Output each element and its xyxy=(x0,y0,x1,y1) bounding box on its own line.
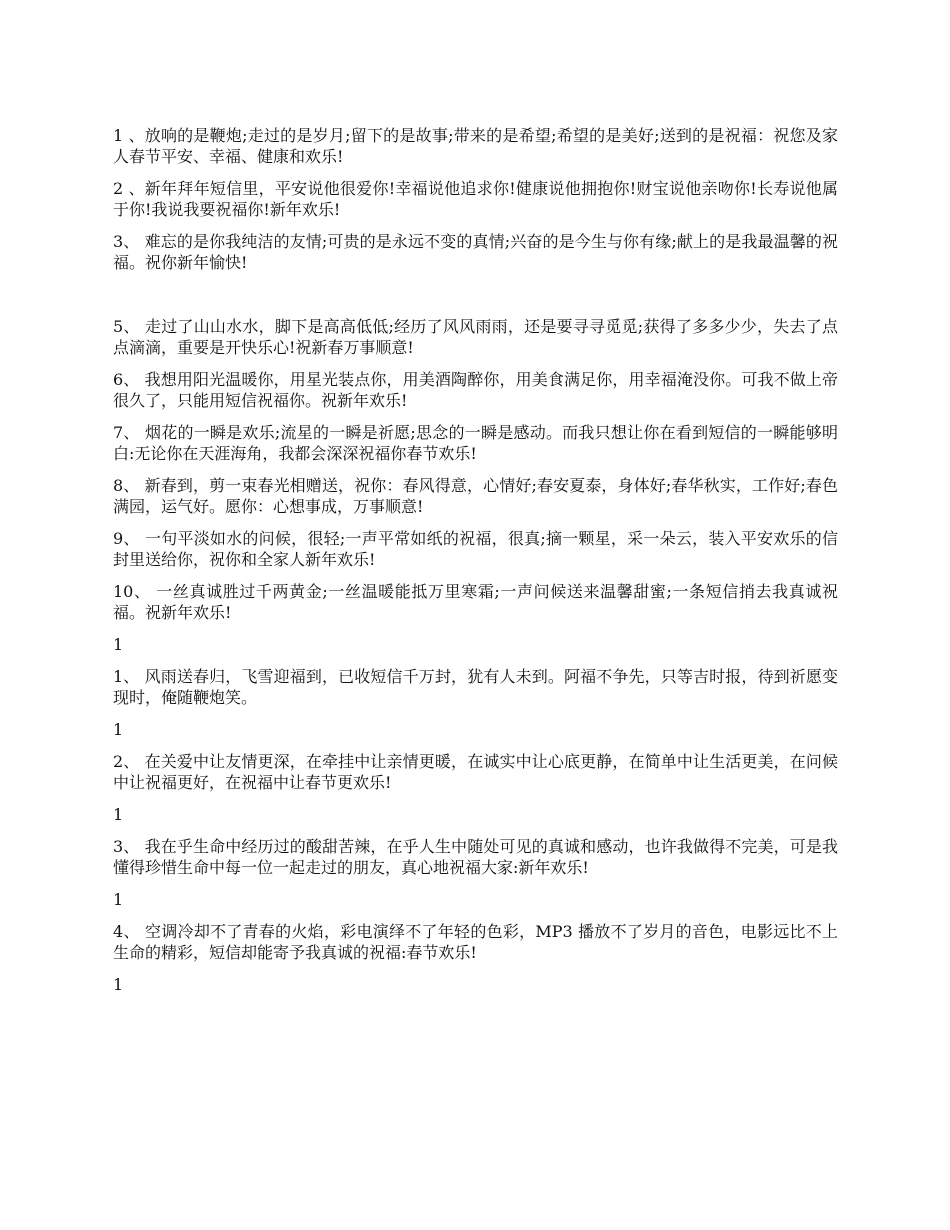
paragraph: 4、 空调冷却不了青春的火焰，彩电演绎不了年轻的色彩，MP3 播放不了岁月的音色，电影远比不上生命的精彩，短信却能寄予我真诚的祝福:春节欢乐! xyxy=(113,922,838,962)
number-line: 1 xyxy=(113,635,124,654)
number-line: 1 xyxy=(113,805,124,824)
paragraph: 7、 烟花的一瞬是欢乐;流星的一瞬是祈愿;思念的一瞬是感动。而我只想让你在看到短信的一瞬能够明白:无论你在天涯海角，我都会深深祝福你春节欢乐! xyxy=(113,423,838,463)
paragraph: 8、 新春到，剪一束春光相赠送，祝你：春风得意，心情好;春安夏泰，身体好;春华秋实，工作好;春色满园，运气好。愿你：心想事成，万事顺意! xyxy=(113,476,838,516)
paragraph: 3、 难忘的是你我纯洁的友情;可贵的是永远不变的真情;兴奋的是今生与你有缘;献上的是我最温馨的祝福。祝你新年愉快! xyxy=(113,232,838,272)
paragraph: 2 、新年拜年短信里，平安说他很爱你!幸福说他追求你!健康说他拥抱你!财宝说他亲吻你!长寿说他属于你!我说我要祝福你!新年欢乐! xyxy=(113,179,838,219)
number-line: 1 xyxy=(113,890,124,909)
paragraph: 6、 我想用阳光温暖你，用星光装点你，用美酒陶醉你，用美食满足你，用幸福淹没你。可我不做上帝很久了，只能用短信祝福你。祝新年欢乐! xyxy=(113,370,838,410)
paragraph: 5、 走过了山山水水，脚下是高高低低;经历了风风雨雨，还是要寻寻觅觅;获得了多多少少，失去了点点滴滴，重要是开快乐心!祝新春万事顺意! xyxy=(113,317,838,357)
paragraph: 2、 在关爱中让友情更深，在牵挂中让亲情更暖，在诚实中让心底更静，在简单中让生活更美，在问候中让祝福更好，在祝福中让春节更欢乐! xyxy=(113,752,838,792)
paragraph: 1、 风雨送春归，飞雪迎福到，已收短信千万封，犹有人未到。阿福不争先，只等吉时报，待到祈愿变现时，俺随鞭炮笑。 xyxy=(113,667,838,707)
document-body xyxy=(113,125,838,1006)
paragraph: 1 、放响的是鞭炮;走过的是岁月;留下的是故事;带来的是希望;希望的是美好;送到的是祝福：祝您及家人春节平安、幸福、健康和欢乐! xyxy=(113,126,838,166)
paragraph: 9、 一句平淡如水的问候，很轻;一声平常如纸的祝福，很真;摘一颗星，采一朵云，装入平安欢乐的信封里送给你，祝你和全家人新年欢乐! xyxy=(113,529,838,569)
number-line: 1 xyxy=(113,720,124,739)
paragraph: 10、 一丝真诚胜过千两黄金;一丝温暖能抵万里寒霜;一声问候送来温馨甜蜜;一条短信捎去我真诚祝福。祝新年欢乐! xyxy=(113,582,838,622)
number-line: 1 xyxy=(113,975,124,994)
paragraph: 3、 我在乎生命中经历过的酸甜苦辣，在乎人生中随处可见的真诚和感动，也许我做得不完美，可是我懂得珍惜生命中每一位一起走过的朋友，真心地祝福大家:新年欢乐! xyxy=(113,837,838,877)
